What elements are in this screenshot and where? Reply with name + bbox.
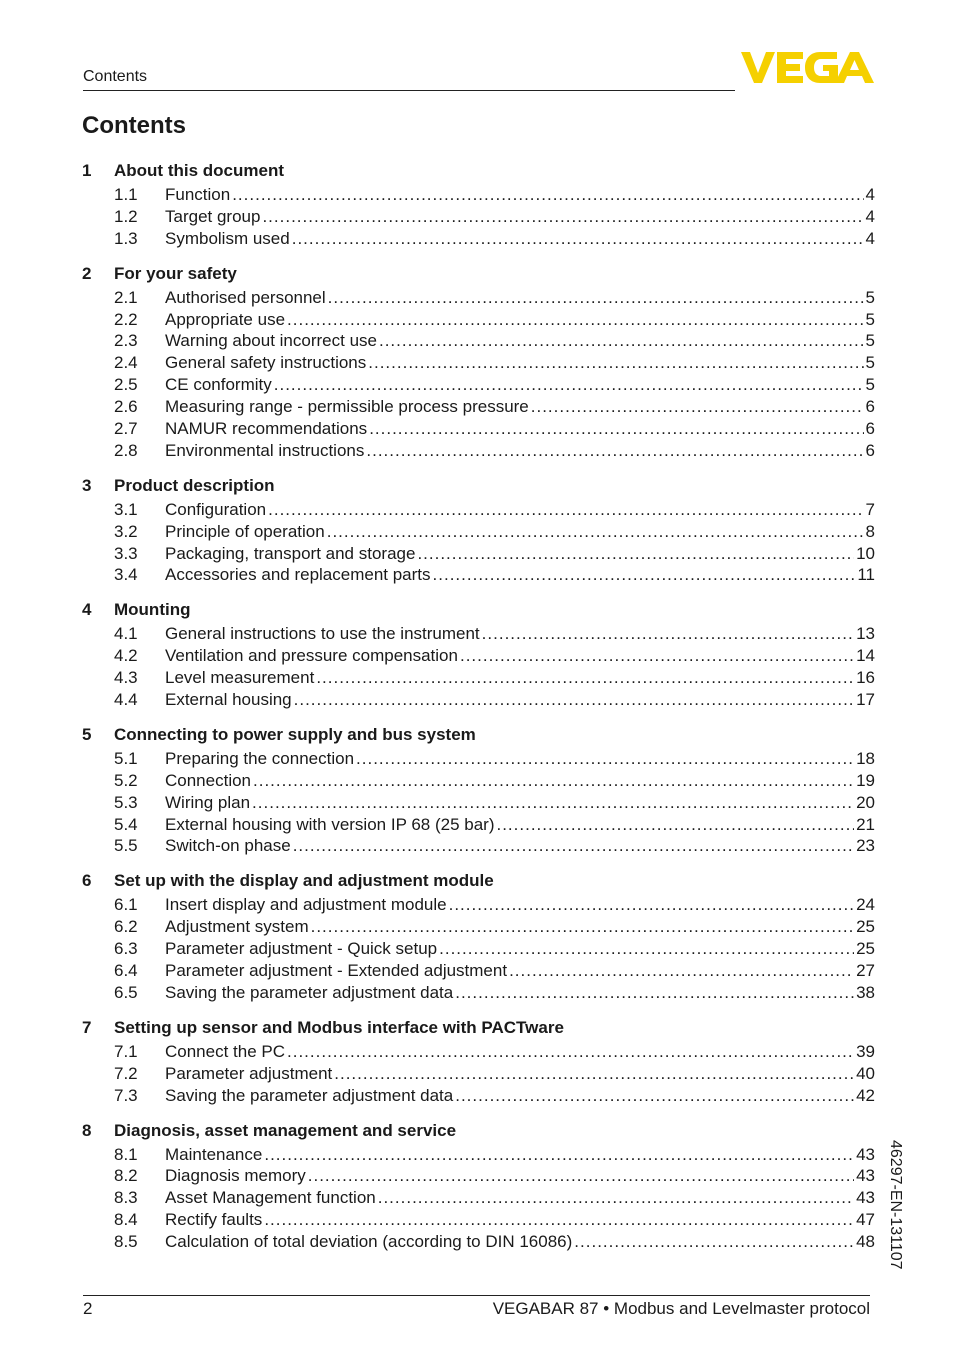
entry-title: Principle of operation (165, 521, 325, 541)
entry-number: 5.3 (114, 792, 138, 812)
entry-number: 2.7 (114, 419, 138, 439)
toc-entry[interactable] (82, 1042, 875, 1064)
entry-title: Insert display and adjustment module (165, 895, 447, 915)
entry-page: 4 (865, 185, 875, 204)
toc-entry[interactable] (82, 961, 875, 983)
footer-rule (83, 1295, 870, 1296)
entry-page: 39 (856, 1041, 875, 1061)
entry-title: Preparing the connection (165, 748, 355, 768)
entry-number: 2.4 (114, 353, 138, 373)
entry-title: Warning about incorrect use (165, 331, 377, 351)
entry-page: 8 (865, 521, 875, 541)
entry-title: NAMUR recommendations (165, 419, 368, 439)
entry-title: Parameter adjustment - Extended adjustment (165, 961, 508, 981)
dot-leader (274, 375, 864, 395)
toc-entry[interactable] (82, 917, 875, 939)
entry-page: 38 (856, 982, 875, 1002)
dot-leader (509, 961, 854, 981)
entry-page: 23 (856, 836, 875, 856)
dot-leader (316, 668, 854, 688)
entry-number: 4.2 (114, 646, 138, 666)
toc-entry[interactable] (82, 500, 875, 522)
section-title: Product description (114, 475, 275, 495)
entry-number: 4.1 (114, 624, 138, 644)
toc-entry[interactable] (82, 353, 875, 375)
entry-page: 43 (856, 1144, 875, 1164)
section-number: 1 (82, 161, 92, 180)
toc-entry[interactable] (82, 207, 875, 229)
section-number: 2 (82, 263, 92, 283)
entry-number: 2.5 (114, 375, 138, 395)
entry-page: 18 (856, 748, 875, 768)
entry-title: Measuring range - permissible process pressure (165, 397, 529, 417)
dot-leader (232, 185, 863, 205)
toc-entry[interactable] (82, 815, 875, 837)
section-number: 7 (82, 1017, 92, 1037)
section-title: About this document (114, 161, 284, 180)
toc-entry[interactable] (82, 895, 875, 917)
entry-title: Target group (165, 206, 261, 226)
toc-entry[interactable] (82, 185, 875, 207)
entry-title: Saving the parameter adjustment data (165, 982, 454, 1002)
dot-leader (264, 1210, 854, 1230)
section-number: 8 (82, 1120, 92, 1140)
entry-number: 5.5 (114, 836, 138, 856)
toc-entry[interactable] (82, 939, 875, 961)
toc-entry[interactable] (82, 1210, 875, 1232)
toc-section-heading[interactable] (82, 1017, 875, 1039)
section-title: Setting up sensor and Modbus interface with PACTware (114, 1017, 564, 1037)
toc-section-heading[interactable] (82, 160, 875, 182)
toc-entry[interactable] (82, 646, 875, 668)
entry-title: Parameter adjustment (165, 1063, 333, 1083)
toc-entry[interactable] (82, 229, 875, 251)
toc-section-heading[interactable] (82, 870, 875, 892)
toc-entry[interactable] (82, 690, 875, 712)
toc-entry[interactable] (82, 331, 875, 353)
toc-section-heading[interactable] (82, 1120, 875, 1142)
entry-title: Function (165, 185, 231, 204)
toc-section-heading[interactable] (82, 475, 875, 497)
document-code: 46297-EN-131107 (887, 1140, 904, 1270)
entry-number: 8.4 (114, 1210, 138, 1230)
toc-section-heading[interactable] (82, 263, 875, 285)
entry-title: Rectify faults (165, 1210, 263, 1230)
entry-title: Wiring plan (165, 792, 251, 812)
dot-leader (334, 1064, 854, 1084)
toc-entry[interactable] (82, 419, 875, 441)
header-rule (83, 90, 735, 91)
toc-entry[interactable] (82, 668, 875, 690)
dot-leader (417, 544, 854, 564)
entry-page: 43 (856, 1166, 875, 1186)
dot-leader (369, 419, 863, 439)
entry-title: Accessories and replacement parts (165, 565, 431, 585)
section-number: 4 (82, 600, 92, 620)
entry-title: Symbolism used (165, 228, 290, 248)
entry-page: 25 (856, 917, 875, 937)
entry-title: Saving the parameter adjustment data (165, 1085, 454, 1105)
entry-page: 24 (856, 895, 875, 915)
page-title: Contents (82, 112, 186, 139)
entry-number: 7.3 (114, 1085, 138, 1105)
entry-page: 13 (856, 624, 875, 644)
entry-page: 17 (856, 690, 875, 710)
entry-title: General safety instructions (165, 353, 367, 373)
entry-number: 2.1 (114, 287, 138, 307)
toc-entry[interactable] (82, 441, 875, 463)
entry-title: External housing with version IP 68 (25 bar) (165, 814, 495, 834)
entry-page: 6 (865, 440, 875, 460)
toc-section (82, 599, 875, 712)
entry-page: 19 (856, 770, 875, 790)
entry-page: 4 (865, 206, 875, 226)
toc-section (82, 1120, 875, 1254)
dot-leader (262, 207, 863, 227)
entry-title: Adjustment system (165, 917, 309, 937)
toc-entry[interactable] (82, 288, 875, 310)
entry-number: 8.3 (114, 1188, 138, 1208)
toc-entry[interactable] (82, 544, 875, 566)
section-title: Mounting (114, 600, 191, 620)
entry-number: 1.1 (114, 185, 138, 204)
toc-entry[interactable] (82, 624, 875, 646)
entry-page: 6 (865, 419, 875, 439)
vega-logo (741, 50, 874, 84)
entry-number: 3.4 (114, 565, 138, 585)
dot-leader (366, 441, 863, 461)
entry-number: 1.3 (114, 228, 138, 248)
toc-entry[interactable] (82, 983, 875, 1005)
toc-entry[interactable] (82, 749, 875, 771)
toc-section (82, 475, 875, 588)
entry-title: CE conformity (165, 375, 272, 395)
toc-entry[interactable] (82, 565, 875, 587)
header-label: Contents (83, 68, 148, 85)
entry-title: Environmental instructions (165, 440, 365, 460)
dot-leader (455, 1086, 854, 1106)
dot-leader (264, 1145, 854, 1165)
entry-number: 8.1 (114, 1144, 138, 1164)
dot-leader (482, 624, 854, 644)
entry-page: 14 (856, 646, 875, 666)
toc-entry[interactable] (82, 1188, 875, 1210)
entry-title: Diagnosis memory (165, 1166, 306, 1186)
entry-number: 3.1 (114, 499, 138, 519)
toc-section (82, 263, 875, 463)
dot-leader (287, 1042, 854, 1062)
toc-entry[interactable] (82, 522, 875, 544)
entry-page: 11 (857, 565, 875, 585)
dot-leader (460, 646, 854, 666)
entry-number: 5.1 (114, 748, 138, 768)
toc-entry[interactable] (82, 793, 875, 815)
toc-entry[interactable] (82, 771, 875, 793)
entry-title: Connect the PC (165, 1041, 286, 1061)
toc-entry[interactable] (82, 1145, 875, 1167)
entry-page: 20 (856, 792, 875, 812)
dot-leader (252, 793, 854, 813)
entry-page: 5 (865, 287, 875, 307)
entry-number: 8.2 (114, 1166, 138, 1186)
section-title: For your safety (114, 263, 237, 283)
dot-leader (287, 310, 864, 330)
dot-leader (455, 983, 854, 1003)
dot-leader (496, 815, 854, 835)
dot-leader (253, 771, 854, 791)
entry-title: Ventilation and pressure compensation (165, 646, 458, 666)
entry-title: External housing (165, 690, 292, 710)
toc-entry[interactable] (82, 1086, 875, 1108)
dot-leader (327, 522, 864, 542)
toc-entry[interactable] (82, 1064, 875, 1086)
toc-section (82, 870, 875, 1004)
entry-page: 42 (856, 1085, 875, 1105)
toc-entry[interactable] (82, 375, 875, 397)
footer-doc-title: VEGABAR 87 • Modbus and Levelmaster protocol (492, 1299, 870, 1318)
entry-page: 5 (865, 375, 875, 395)
table-of-contents (82, 160, 875, 1266)
entry-page: 10 (856, 543, 875, 563)
entry-title: Configuration (165, 499, 267, 519)
dot-leader (292, 229, 864, 249)
entry-number: 5.2 (114, 770, 138, 790)
entry-number: 7.2 (114, 1063, 138, 1083)
dot-leader (328, 288, 864, 308)
entry-page: 48 (856, 1232, 875, 1252)
entry-page: 16 (856, 668, 875, 688)
entry-page: 6 (865, 397, 875, 417)
dot-leader (378, 1188, 854, 1208)
entry-number: 6.5 (114, 982, 138, 1002)
entry-page: 7 (865, 499, 875, 519)
section-title: Set up with the display and adjustment module (114, 871, 494, 891)
toc-section-heading[interactable] (82, 599, 875, 621)
entry-title: Authorised personnel (165, 287, 326, 307)
entry-page: 5 (865, 331, 875, 351)
entry-number: 1.2 (114, 206, 138, 226)
entry-page: 27 (856, 961, 875, 981)
entry-number: 4.4 (114, 690, 138, 710)
toc-section (82, 724, 875, 858)
entry-number: 6.1 (114, 895, 138, 915)
entry-page: 5 (865, 353, 875, 373)
toc-entry[interactable] (82, 310, 875, 332)
section-number: 5 (82, 724, 92, 744)
entry-number: 8.5 (114, 1232, 138, 1252)
entry-number: 3.3 (114, 543, 138, 563)
entry-number: 6.2 (114, 917, 138, 937)
section-title: Diagnosis, asset management and service (114, 1120, 457, 1140)
dot-leader (531, 397, 864, 417)
toc-entry[interactable] (82, 397, 875, 419)
entry-title: Calculation of total deviation (according to DIN 16086) (165, 1232, 573, 1252)
entry-title: Parameter adjustment - Quick setup (165, 939, 438, 959)
toc-section (82, 1017, 875, 1108)
entry-number: 2.6 (114, 397, 138, 417)
entry-number: 6.4 (114, 961, 138, 981)
dot-leader (379, 331, 864, 351)
toc-entry[interactable] (82, 1232, 875, 1254)
dot-leader (449, 895, 854, 915)
entry-page: 21 (856, 814, 875, 834)
footer-page-number: 2 (83, 1299, 93, 1318)
entry-title: Switch-on phase (165, 836, 291, 856)
toc-section (82, 160, 875, 251)
dot-leader (574, 1232, 854, 1252)
toc-section-heading[interactable] (82, 724, 875, 746)
entry-title: Asset Management function (165, 1188, 376, 1208)
entry-page: 40 (856, 1063, 875, 1083)
entry-number: 5.4 (114, 814, 138, 834)
entry-title: Maintenance (165, 1144, 263, 1164)
entry-page: 5 (865, 309, 875, 329)
entry-page: 43 (856, 1188, 875, 1208)
toc-entry[interactable] (82, 1166, 875, 1188)
entry-title: General instructions to use the instrument (165, 624, 480, 644)
section-number: 3 (82, 475, 92, 495)
dot-leader (433, 565, 856, 585)
entry-number: 2.2 (114, 309, 138, 329)
dot-leader (356, 749, 854, 769)
section-number: 6 (82, 871, 92, 891)
dot-leader (293, 836, 854, 856)
entry-number: 2.3 (114, 331, 138, 351)
dot-leader (311, 917, 854, 937)
toc-entry[interactable] (82, 836, 875, 858)
entry-number: 6.3 (114, 939, 138, 959)
entry-title: Connection (165, 770, 252, 790)
entry-number: 2.8 (114, 440, 138, 460)
entry-number: 3.2 (114, 521, 138, 541)
entry-number: 4.3 (114, 668, 138, 688)
entry-page: 25 (856, 939, 875, 959)
entry-page: 4 (865, 228, 875, 248)
entry-page: 47 (856, 1210, 875, 1230)
dot-leader (439, 939, 854, 959)
dot-leader (294, 690, 854, 710)
entry-number: 7.1 (114, 1041, 138, 1061)
dot-leader (268, 500, 863, 520)
entry-title: Level measurement (165, 668, 315, 688)
entry-title: Packaging, transport and storage (165, 543, 416, 563)
section-title: Connecting to power supply and bus system (114, 724, 476, 744)
dot-leader (368, 353, 863, 373)
entry-title: Appropriate use (165, 309, 286, 329)
dot-leader (308, 1166, 854, 1186)
